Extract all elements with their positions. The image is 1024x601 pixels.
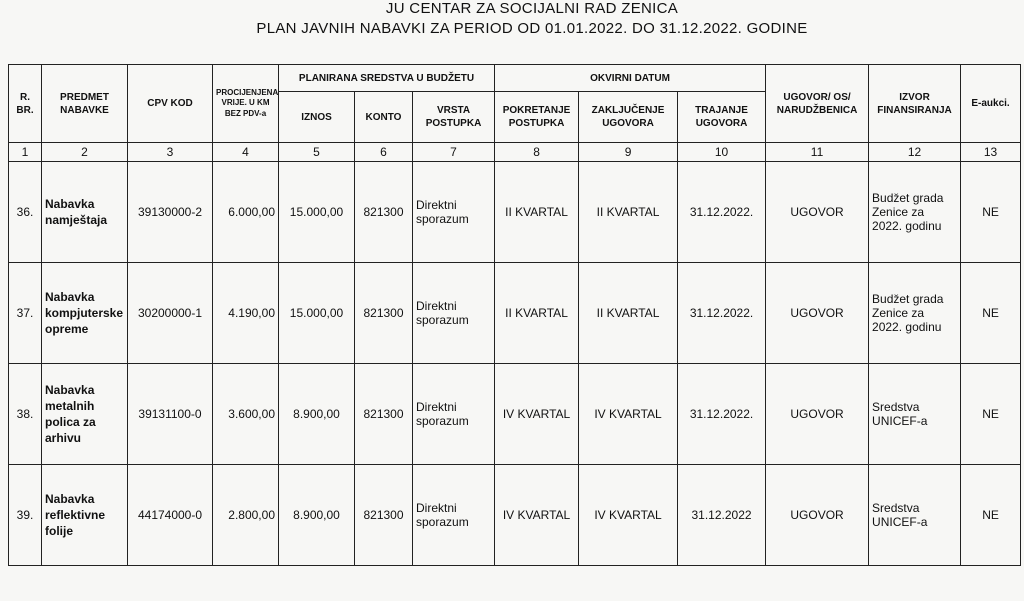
cell-zakljucenje: IV KVARTAL — [579, 465, 678, 566]
column-number: 8 — [495, 143, 579, 162]
cell-vrsta: Direktni sporazum — [413, 465, 495, 566]
document-title: JU CENTAR ZA SOCIJALNI RAD ZENICA — [385, 0, 679, 17]
cell-trajanje: 31.12.2022. — [678, 364, 766, 465]
cell-konto: 821300 — [355, 364, 413, 465]
column-number: 10 — [678, 143, 766, 162]
cell-ugovor: UGOVOR — [766, 162, 869, 263]
header-procjena: PROCIJENJENA VRIJE. U KM BEZ PDV-a — [213, 65, 279, 143]
cell-procjena: 3.600,00 — [213, 364, 279, 465]
cell-procjena: 2.800,00 — [213, 465, 279, 566]
cell-iznos: 15.000,00 — [279, 162, 355, 263]
cell-procjena: 6.000,00 — [213, 162, 279, 263]
header-ugovor: UGOVOR/ OS/ NARUDŽBENICA — [766, 65, 869, 143]
header-pokretanje: POKRETANJE POSTUPKA — [495, 92, 579, 143]
cell-iznos: 8.900,00 — [279, 465, 355, 566]
header-zakljucenje: ZAKLJUČENJE UGOVORA — [579, 92, 678, 143]
cell-pokretanje: II KVARTAL — [495, 162, 579, 263]
column-number: 1 — [9, 143, 42, 162]
cell-rbr: 39. — [9, 465, 42, 566]
cell-cpv: 30200000-1 — [128, 263, 213, 364]
cell-izvor: Budžet grada Zenice za 2022. godinu — [869, 162, 961, 263]
header-izvor: IZVOR FINANSIRANJA — [869, 65, 961, 143]
cell-konto: 821300 — [355, 263, 413, 364]
table-row — [9, 162, 1021, 263]
cell-cpv: 39130000-2 — [128, 162, 213, 263]
cell-predmet: Nabavka reflektivne folije — [42, 465, 128, 566]
procurement-plan-table — [8, 64, 1021, 566]
cell-izvor: Budžet grada Zenice za 2022. godinu — [869, 263, 961, 364]
cell-predmet: Nabavka kompjuterske opreme — [42, 263, 128, 364]
header-planirana-sredstva: PLANIRANA SREDSTVA U BUDŽETU — [279, 65, 495, 92]
cell-eaukcija: NE — [961, 263, 1021, 364]
cell-rbr: 38. — [9, 364, 42, 465]
header-vrsta: VRSTA POSTUPKA — [413, 92, 495, 143]
cell-vrsta: Direktni sporazum — [413, 162, 495, 263]
cell-vrsta: Direktni sporazum — [413, 364, 495, 465]
header-okvirni-datum: OKVIRNI DATUM — [495, 65, 766, 92]
cell-trajanje: 31.12.2022. — [678, 263, 766, 364]
cell-pokretanje: IV KVARTAL — [495, 364, 579, 465]
column-number: 3 — [128, 143, 213, 162]
column-number: 11 — [766, 143, 869, 162]
cell-izvor: Sredstva UNICEF-a — [869, 364, 961, 465]
column-number: 13 — [961, 143, 1021, 162]
header-eaukcija: E-aukci. — [961, 65, 1021, 143]
cell-predmet: Nabavka namještaja — [42, 162, 128, 263]
cell-rbr: 36. — [9, 162, 42, 263]
cell-zakljucenje: II KVARTAL — [579, 263, 678, 364]
cell-iznos: 8.900,00 — [279, 364, 355, 465]
cell-zakljucenje: IV KVARTAL — [579, 364, 678, 465]
column-number: 12 — [869, 143, 961, 162]
header-row-1 — [9, 65, 1021, 92]
cell-pokretanje: IV KVARTAL — [495, 465, 579, 566]
column-number: 9 — [579, 143, 678, 162]
table-row — [9, 364, 1021, 465]
column-number: 5 — [279, 143, 355, 162]
cell-predmet: Nabavka metalnih polica za arhivu — [42, 364, 128, 465]
cell-eaukcija: NE — [961, 364, 1021, 465]
cell-zakljucenje: II KVARTAL — [579, 162, 678, 263]
cell-eaukcija: NE — [961, 162, 1021, 263]
document-subtitle: PLAN JAVNIH NABAVKI ZA PERIOD OD 01.01.2022. DO 31.12.2022. GODINE — [256, 20, 808, 37]
column-number-row — [9, 143, 1021, 162]
header-cpv: CPV KOD — [128, 65, 213, 143]
cell-trajanje: 31.12.2022 — [678, 465, 766, 566]
cell-cpv: 44174000-0 — [128, 465, 213, 566]
header-trajanje: TRAJANJE UGOVORA — [678, 92, 766, 143]
cell-vrsta: Direktni sporazum — [413, 263, 495, 364]
cell-eaukcija: NE — [961, 465, 1021, 566]
column-number: 2 — [42, 143, 128, 162]
cell-iznos: 15.000,00 — [279, 263, 355, 364]
cell-procjena: 4.190,00 — [213, 263, 279, 364]
header-rbr: R. BR. — [9, 65, 42, 143]
header-konto: KONTO — [355, 92, 413, 143]
cell-pokretanje: II KVARTAL — [495, 263, 579, 364]
cell-konto: 821300 — [355, 465, 413, 566]
table-row — [9, 263, 1021, 364]
cell-ugovor: UGOVOR — [766, 364, 869, 465]
column-number: 6 — [355, 143, 413, 162]
header-iznos: IZNOS — [279, 92, 355, 143]
cell-trajanje: 31.12.2022. — [678, 162, 766, 263]
column-number: 4 — [213, 143, 279, 162]
cell-ugovor: UGOVOR — [766, 465, 869, 566]
cell-rbr: 37. — [9, 263, 42, 364]
table-row — [9, 465, 1021, 566]
cell-izvor: Sredstva UNICEF-a — [869, 465, 961, 566]
cell-cpv: 39131100-0 — [128, 364, 213, 465]
cell-konto: 821300 — [355, 162, 413, 263]
header-predmet: PREDMET NABAVKE — [42, 65, 128, 143]
cell-ugovor: UGOVOR — [766, 263, 869, 364]
column-number: 7 — [413, 143, 495, 162]
